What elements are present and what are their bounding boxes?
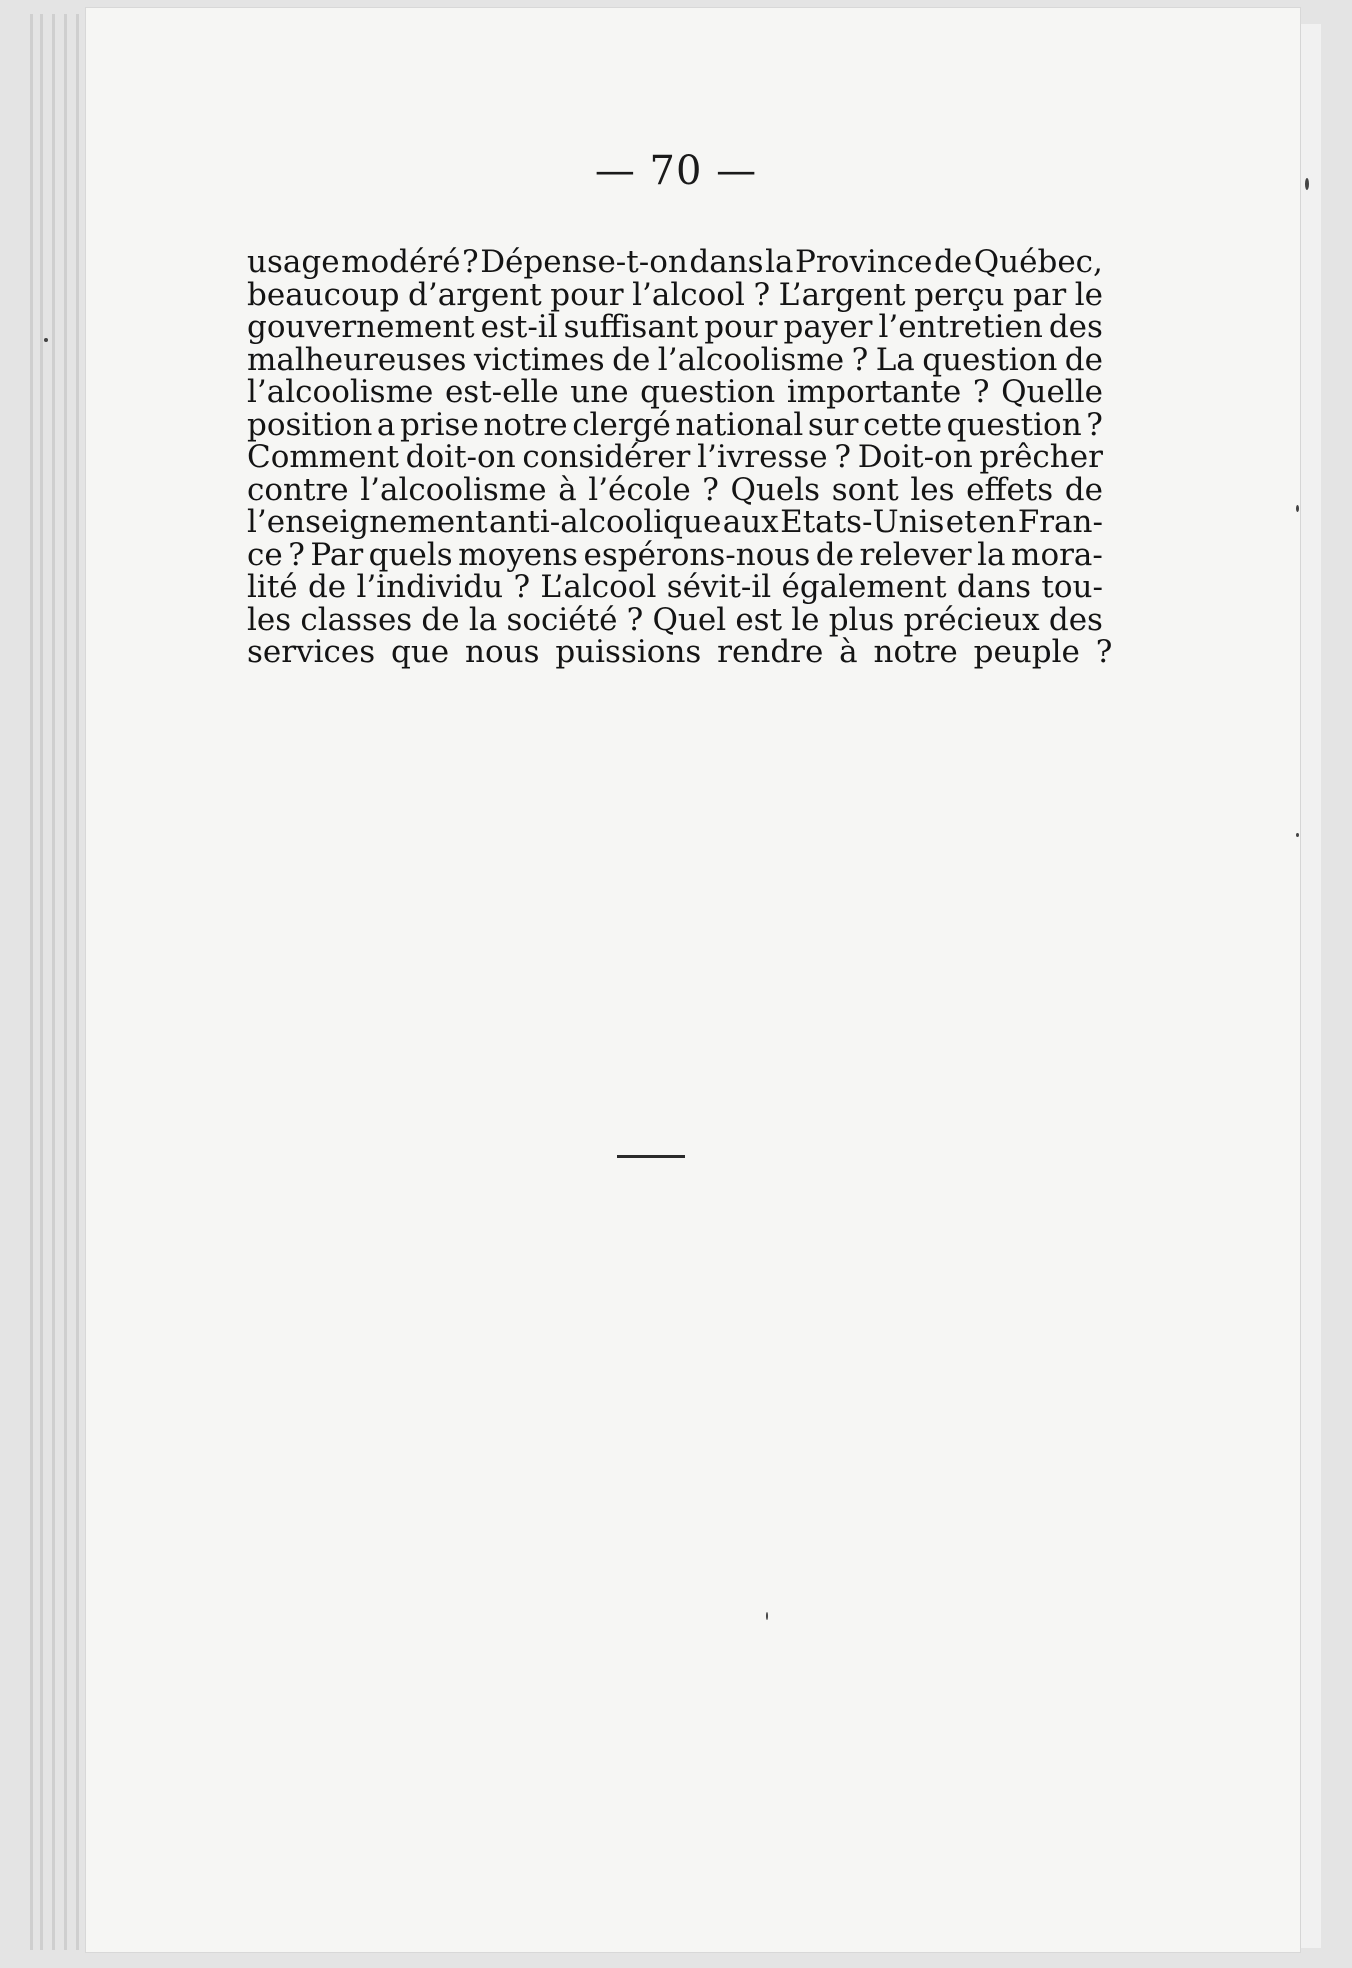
word: ?	[626, 601, 644, 638]
text-line	[247, 536, 1103, 573]
word: l’entretien	[878, 309, 1043, 345]
word: l’école	[588, 471, 691, 508]
word: de	[815, 536, 854, 573]
word: prêcher	[979, 439, 1103, 475]
word: victimes	[473, 341, 605, 378]
paper-speck	[766, 1612, 768, 1620]
word: question	[946, 406, 1082, 443]
word: clergé	[572, 406, 671, 443]
paper-speck	[1305, 178, 1309, 190]
word: ce	[247, 536, 283, 573]
word: beaucoup	[247, 276, 400, 313]
word: L’alcool	[540, 569, 657, 605]
word: question	[922, 341, 1058, 378]
word: de	[612, 341, 651, 378]
word: sur	[807, 406, 859, 443]
word: dans	[956, 569, 1032, 605]
word: la	[468, 601, 498, 638]
word: sont	[831, 471, 899, 508]
page-number: — 70 —	[594, 148, 758, 194]
page-edge	[64, 14, 67, 1950]
word: La	[875, 341, 915, 378]
word: ?	[1086, 406, 1103, 443]
section-divider-rule	[617, 1155, 685, 1158]
text-line	[247, 376, 1103, 409]
text-line	[247, 506, 1103, 539]
word: l’enseignement	[247, 504, 488, 540]
word: à	[558, 471, 577, 508]
word: l’individu	[356, 569, 504, 605]
text-line	[247, 276, 1103, 313]
word: contre	[247, 471, 349, 508]
word: les	[910, 471, 955, 508]
word: société	[506, 601, 618, 638]
word: tou-	[1041, 569, 1103, 605]
word: espérons-nous	[583, 536, 811, 573]
word: prise	[399, 406, 479, 443]
word: ?	[702, 471, 719, 508]
word: des	[1048, 601, 1103, 638]
word: ?	[834, 439, 851, 475]
word: en	[977, 504, 1017, 540]
page-edge	[76, 14, 79, 1950]
word: l’alcoolisme	[360, 471, 547, 508]
word: importante	[786, 374, 962, 410]
word: a	[376, 406, 396, 443]
word: pour	[704, 309, 778, 345]
word: de	[421, 601, 460, 638]
word: l’ivresse	[697, 439, 828, 475]
word: et	[945, 504, 977, 540]
word: quels	[368, 536, 453, 573]
word: aux	[722, 504, 779, 540]
word: Quel	[652, 601, 727, 638]
text-line	[247, 246, 1103, 279]
word: ?	[851, 341, 869, 378]
text-line	[247, 441, 1103, 474]
adjacent-page-strip	[1300, 24, 1321, 1948]
word: L’argent	[778, 276, 906, 313]
word: Doit-on	[857, 439, 973, 475]
word: considérer	[522, 439, 691, 475]
text-line	[247, 471, 1103, 508]
word: malheureuses	[247, 341, 467, 378]
word: la	[977, 536, 1006, 573]
word: cette	[863, 406, 943, 443]
word: Dépense-t-on	[480, 244, 688, 280]
word: ?	[288, 536, 305, 573]
word: Comment	[247, 439, 399, 475]
word: plus	[828, 601, 895, 638]
word: les	[247, 601, 292, 638]
word: suffisant	[563, 309, 699, 345]
word: des	[1048, 309, 1103, 345]
word: est-elle	[444, 374, 559, 410]
word: modéré	[341, 244, 461, 280]
text-line	[247, 601, 1103, 638]
word: doit-on	[405, 439, 516, 475]
text-line	[247, 341, 1103, 378]
text-line	[247, 571, 1103, 604]
word: lité	[247, 569, 298, 605]
word: d’argent	[408, 276, 542, 313]
word: Fran-	[1017, 504, 1103, 540]
paper-speck	[1296, 833, 1299, 837]
word: ?	[513, 569, 531, 605]
word: dans	[689, 244, 764, 280]
word: perçu	[914, 276, 1005, 313]
page-edge	[52, 14, 55, 1950]
word: est-il	[480, 309, 558, 345]
word: anti-alcoolique	[488, 504, 722, 540]
word: le	[791, 601, 820, 638]
word: de	[1064, 341, 1103, 378]
word: gouvernement	[247, 309, 475, 345]
word: la	[765, 244, 794, 280]
page-edge	[40, 14, 43, 1950]
word: l’alcoolisme	[657, 341, 845, 378]
paper-speck	[44, 338, 48, 342]
word: de	[307, 569, 347, 605]
word: Etats-Unis	[780, 504, 945, 540]
word: payer	[783, 309, 873, 345]
word: mora-	[1011, 536, 1103, 573]
word: précieux	[903, 601, 1040, 638]
word: Quels	[730, 471, 821, 508]
word: effets	[966, 471, 1054, 508]
word: Québec,	[973, 244, 1103, 280]
word: relever	[859, 536, 972, 573]
word: de	[1064, 471, 1103, 508]
word: pour	[550, 276, 624, 313]
word: sévit-il	[666, 569, 772, 605]
word: ?	[462, 244, 479, 280]
text-line: services que nous puissions rendre à notre peuple ?	[247, 634, 1113, 670]
word: de	[934, 244, 973, 280]
word: est	[735, 601, 783, 638]
word: une	[570, 374, 629, 410]
text-line	[247, 311, 1103, 344]
paper-speck	[1296, 505, 1299, 512]
word: question	[640, 374, 776, 410]
word: ?	[753, 276, 771, 313]
page-edge	[30, 14, 33, 1950]
word: ?	[972, 374, 990, 410]
word: également	[781, 569, 947, 605]
word: Par	[310, 536, 364, 573]
word: l’alcoolisme	[247, 374, 434, 410]
word: classes	[300, 601, 413, 638]
word: national	[675, 406, 804, 443]
word: par	[1013, 276, 1067, 313]
word: Quelle	[1001, 374, 1103, 410]
word: l’alcool	[632, 276, 745, 313]
body-paragraph	[247, 244, 1113, 670]
word: moyens	[458, 536, 578, 573]
word: le	[1074, 276, 1103, 313]
word: position	[247, 406, 373, 443]
text-line	[247, 406, 1103, 443]
word: usage	[247, 244, 340, 280]
word: notre	[483, 406, 568, 443]
word: Province	[795, 244, 933, 280]
